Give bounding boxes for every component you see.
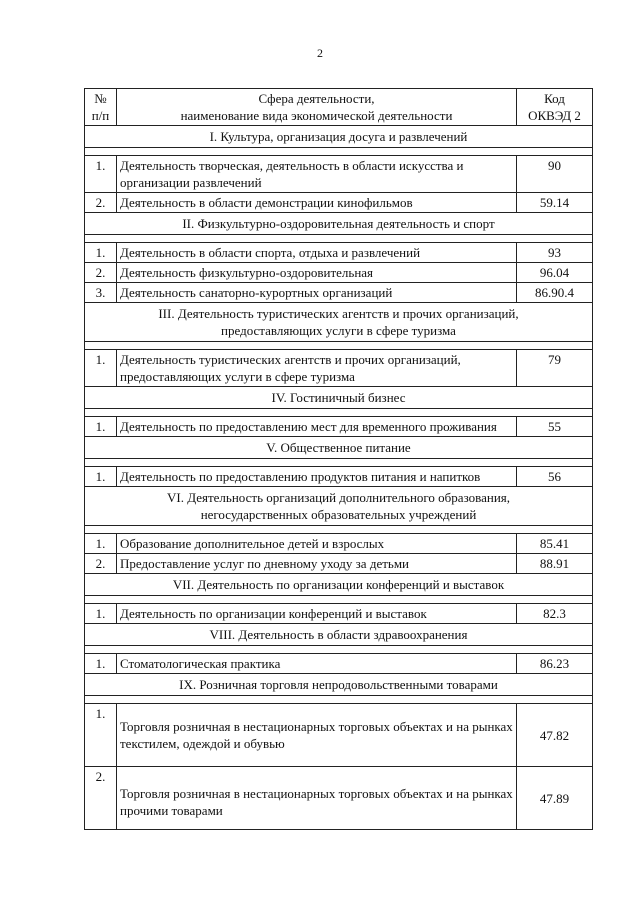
header-activity-line2: наименование вида экономической деятельности bbox=[180, 108, 453, 123]
okved-code: 86.90.4 bbox=[517, 283, 593, 303]
row-number: 2. bbox=[85, 193, 117, 213]
activity-name: Деятельность туристических агентств и прочих организаций, предоставляющих услуги в сфере туризма bbox=[117, 350, 517, 387]
okved-code: 96.04 bbox=[517, 263, 593, 283]
spacer-row bbox=[85, 342, 593, 350]
spacer-cell bbox=[85, 235, 593, 243]
row-number: 3. bbox=[85, 283, 117, 303]
table-row bbox=[85, 193, 593, 213]
spacer-row bbox=[85, 409, 593, 417]
activity-name: Торговля розничная в нестационарных торговых объектах и на рынках текстилем, одеждой и обувью bbox=[117, 704, 517, 767]
row-number: 1. bbox=[85, 467, 117, 487]
okved-code: 56 bbox=[517, 467, 593, 487]
section-title bbox=[85, 213, 593, 235]
header-num-line1: № bbox=[94, 91, 107, 106]
table-row bbox=[85, 263, 593, 283]
section-title-line: IV. Гостиничный бизнес bbox=[271, 390, 406, 405]
section-header-row bbox=[85, 674, 593, 696]
activity-name: Предоставление услуг по дневному уходу за детьми bbox=[117, 554, 517, 574]
spacer-row bbox=[85, 526, 593, 534]
header-activity-line1: Сфера деятельности, bbox=[258, 91, 375, 106]
activity-name: Деятельность санаторно-курортных организаций bbox=[117, 283, 517, 303]
row-number: 1. bbox=[85, 704, 117, 767]
spacer-row bbox=[85, 148, 593, 156]
row-number: 2. bbox=[85, 554, 117, 574]
section-title-line: II. Физкультурно-оздоровительная деятельность и спорт bbox=[182, 216, 495, 231]
spacer-row bbox=[85, 459, 593, 467]
section-header-row bbox=[85, 624, 593, 646]
section-title bbox=[85, 303, 593, 342]
section-header-row bbox=[85, 213, 593, 235]
activity-name: Деятельность по предоставлению мест для временного проживания bbox=[117, 417, 517, 437]
section-title-line: предоставляющих услуги в сфере туризма bbox=[221, 323, 456, 338]
row-number: 1. bbox=[85, 350, 117, 387]
section-title-line: VI. Деятельность организаций дополнительного образования, bbox=[166, 490, 511, 505]
spacer-cell bbox=[85, 342, 593, 350]
table-row bbox=[85, 654, 593, 674]
section-header-row bbox=[85, 574, 593, 596]
section-title bbox=[85, 387, 593, 409]
activity-name: Деятельность по организации конференций и выставок bbox=[117, 604, 517, 624]
section-header-row bbox=[85, 487, 593, 526]
row-number: 1. bbox=[85, 534, 117, 554]
spacer-cell bbox=[85, 646, 593, 654]
spacer-row bbox=[85, 596, 593, 604]
row-number: 1. bbox=[85, 604, 117, 624]
section-title-line: I. Культура, организация досуга и развлечений bbox=[209, 129, 468, 144]
spacer-row bbox=[85, 696, 593, 704]
section-title bbox=[85, 624, 593, 646]
section-header-row bbox=[85, 437, 593, 459]
row-number: 1. bbox=[85, 654, 117, 674]
okved-code: 79 bbox=[517, 350, 593, 387]
header-num bbox=[85, 89, 117, 126]
section-header-row bbox=[85, 126, 593, 148]
activity-name: Деятельность физкультурно-оздоровительная bbox=[117, 263, 517, 283]
activity-name: Деятельность по предоставлению продуктов питания и напитков bbox=[117, 467, 517, 487]
table-row bbox=[85, 704, 593, 767]
table-row bbox=[85, 767, 593, 830]
okved-code: 85.41 bbox=[517, 534, 593, 554]
table-row bbox=[85, 156, 593, 193]
section-title bbox=[85, 437, 593, 459]
section-header-row bbox=[85, 387, 593, 409]
row-number: 1. bbox=[85, 156, 117, 193]
section-title-line: VIII. Деятельность в области здравоохранения bbox=[209, 627, 468, 642]
spacer-cell bbox=[85, 148, 593, 156]
spacer-row bbox=[85, 235, 593, 243]
row-number: 1. bbox=[85, 417, 117, 437]
table-header bbox=[85, 89, 593, 126]
header-code-line1: Код bbox=[544, 91, 565, 106]
header-code-line2: ОКВЭД 2 bbox=[528, 108, 581, 123]
activity-name: Образование дополнительное детей и взрослых bbox=[117, 534, 517, 554]
header-code bbox=[517, 89, 593, 126]
section-title bbox=[85, 487, 593, 526]
table-row bbox=[85, 554, 593, 574]
okved-code: 59.14 bbox=[517, 193, 593, 213]
okved-code: 47.89 bbox=[517, 767, 593, 830]
page-number: 2 bbox=[317, 46, 323, 60]
spacer-cell bbox=[85, 696, 593, 704]
table-body bbox=[85, 126, 593, 830]
section-title-line: V. Общественное питание bbox=[266, 440, 411, 455]
section-title bbox=[85, 574, 593, 596]
okved-code: 88.91 bbox=[517, 554, 593, 574]
header-activity bbox=[117, 89, 517, 126]
okved-code: 93 bbox=[517, 243, 593, 263]
activity-name: Торговля розничная в нестационарных торговых объектах и на рынках прочими товарами bbox=[117, 767, 517, 830]
table-row bbox=[85, 417, 593, 437]
okved-table bbox=[84, 88, 593, 830]
row-number: 2. bbox=[85, 263, 117, 283]
table-row bbox=[85, 604, 593, 624]
row-number: 1. bbox=[85, 243, 117, 263]
row-number: 2. bbox=[85, 767, 117, 830]
spacer-cell bbox=[85, 409, 593, 417]
section-title-line: негосударственных образовательных учреждений bbox=[200, 507, 477, 522]
okved-code: 55 bbox=[517, 417, 593, 437]
table-row bbox=[85, 283, 593, 303]
section-title-line: IX. Розничная торговля непродовольственными товарами bbox=[179, 677, 498, 692]
activity-name: Стоматологическая практика bbox=[117, 654, 517, 674]
section-title-line: VII. Деятельность по организации конференций и выставок bbox=[172, 577, 505, 592]
activity-name: Деятельность в области спорта, отдыха и развлечений bbox=[117, 243, 517, 263]
activity-name: Деятельность творческая, деятельность в области искусства и организации развлечений bbox=[117, 156, 517, 193]
spacer-cell bbox=[85, 596, 593, 604]
section-title-line: III. Деятельность туристических агентств и прочих организаций, bbox=[158, 306, 519, 321]
okved-code: 47.82 bbox=[517, 704, 593, 767]
table-row bbox=[85, 534, 593, 554]
spacer-cell bbox=[85, 526, 593, 534]
table-row bbox=[85, 243, 593, 263]
section-header-row bbox=[85, 303, 593, 342]
spacer-row bbox=[85, 646, 593, 654]
header-num-line2: п/п bbox=[91, 108, 110, 123]
okved-code: 82.3 bbox=[517, 604, 593, 624]
activity-name: Деятельность в области демонстрации кинофильмов bbox=[117, 193, 517, 213]
okved-code: 86.23 bbox=[517, 654, 593, 674]
spacer-cell bbox=[85, 459, 593, 467]
section-title bbox=[85, 126, 593, 148]
okved-code: 90 bbox=[517, 156, 593, 193]
section-title bbox=[85, 674, 593, 696]
table-row bbox=[85, 350, 593, 387]
table-row bbox=[85, 467, 593, 487]
